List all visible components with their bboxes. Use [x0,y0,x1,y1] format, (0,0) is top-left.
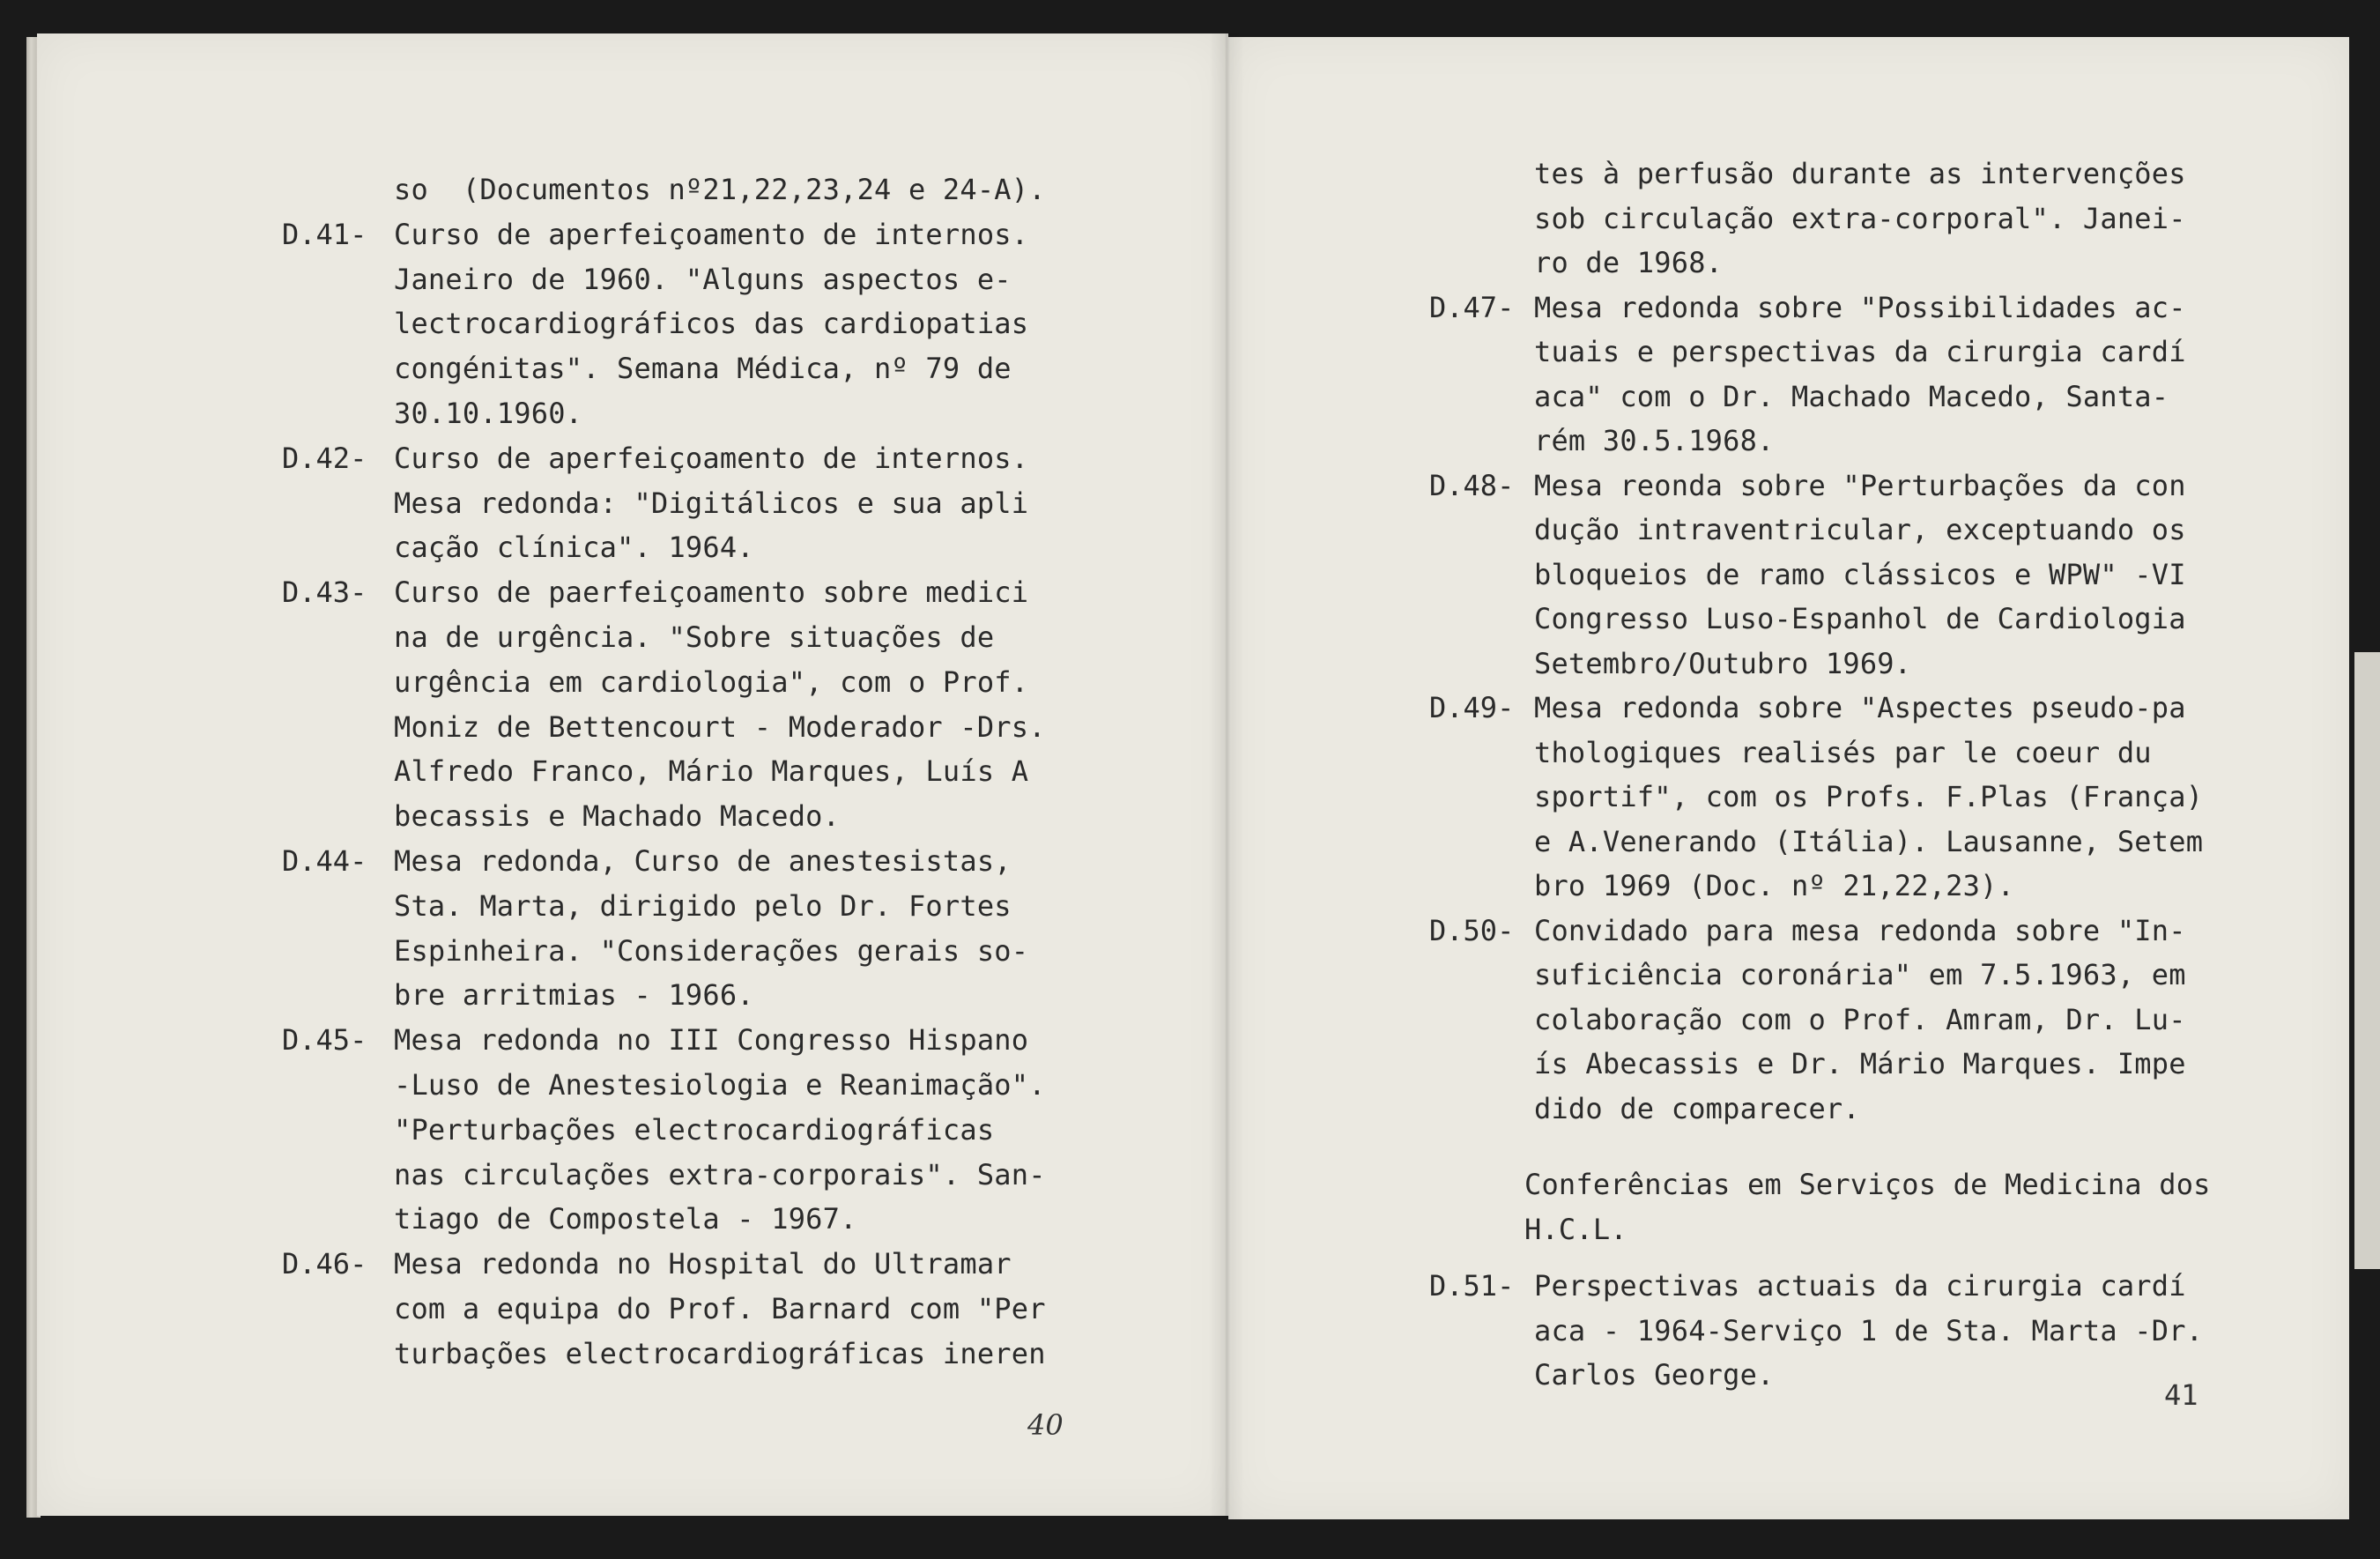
right-page [1228,37,2349,1519]
entry-label: D.47- [1429,290,1515,324]
entry-line: com a equipa do Prof. Barnard com "Per [394,1292,1046,1325]
entry-label: D.48- [1429,468,1515,502]
entry-line: dução intraventricular, exceptuando os [1534,513,2186,546]
entry-line: Curso de aperfeiçoamento de internos. [394,217,1029,251]
entry-line: sportif", com os Profs. F.Plas (França) [1534,780,2204,813]
entry-line: Mesa redonda no Hospital do Ultramar [394,1247,1012,1281]
entry-line: Moniz de Bettencourt - Moderador -Drs. [394,709,1046,744]
entry-label: D.50- [1429,913,1515,947]
book-gutter [1209,33,1244,1519]
entry-line: Perspectivas actuais da cirurgia cardí [1534,1269,2186,1303]
entry-line: H.C.L. [1524,1212,1627,1246]
entry-line: rém 30.5.1968. [1534,424,1775,457]
entry-line: lectrocardiográficos das cardiopatias [394,307,1029,341]
entry-line: -Luso de Anestesiologia e Reanimação". [394,1068,1046,1102]
entry-line: suficiência coronária" em 7.5.1963, em [1534,958,2186,991]
entry-line: aca" com o Dr. Machado Macedo, Santa- [1534,379,2169,413]
entry-label: D.45- [282,1023,367,1058]
entry-label: D.49- [1429,691,1515,724]
entry-line: bre arritmias - 1966. [394,978,754,1013]
entry-label: D.42- [282,441,367,475]
entry-line: Convidado para mesa redonda sobre "In- [1534,913,2186,947]
entry-line: urgência em cardiologia", com o Prof. [394,664,1029,699]
entry-label: D.44- [282,844,367,878]
entry-line: dido de comparecer. [1534,1091,1860,1125]
entry-line: Janeiro de 1960. "Alguns aspectos e- [394,262,1012,296]
entry-line: nas circulações extra-corporais". San- [394,1157,1046,1192]
entry-label: D.51- [1429,1269,1515,1303]
entry-line: Mesa redonda sobre "Aspectes pseudo-pa [1534,691,2186,724]
entry-line: becassis e Machado Macedo. [394,799,841,834]
entry-label: D.46- [282,1247,367,1281]
entry-line: tes à perfusão durante as intervenções [1534,157,2186,190]
entry-line: "Perturbações electrocardiográficas [394,1112,995,1147]
entry-line: bro 1969 (Doc. nº 21,22,23). [1534,869,2015,902]
entry-line: Carlos George. [1534,1358,1775,1392]
entry-line: cação clínica". 1964. [394,531,754,565]
entry-label: D.43- [282,575,367,610]
entry-line: tuais e perspectivas da cirurgia cardí [1534,335,2186,368]
page-number-left: 40 [1027,1408,1064,1442]
entry-line: 30.10.1960. [394,397,583,430]
page-tab-edge [2354,652,2380,1269]
left-page [37,33,1228,1516]
entry-line: Mesa redonda sobre "Possibilidades ac- [1534,290,2186,324]
entry-line: Conferências em Serviços de Medicina dos [1524,1168,2211,1201]
entry-line: ro de 1968. [1534,246,1724,279]
entry-line: bloqueios de ramo clássicos e WPW" -VI [1534,557,2186,591]
entry-line: Espinheira. "Considerações gerais so- [394,933,1029,968]
entry-line: aca - 1964-Serviço 1 de Sta. Marta -Dr. [1534,1313,2204,1347]
entry-line: Setembro/Outubro 1969. [1534,646,1912,680]
entry-line: turbações electrocardiográficas ineren [394,1336,1046,1370]
entry-line: Curso de paerfeiçoamento sobre medici [394,575,1029,610]
entry-line: Curso de aperfeiçoamento de internos. [394,441,1029,475]
entry-line: Sta. Marta, dirigido pelo Dr. Fortes [394,888,1012,923]
entry-line: ís Abecassis e Dr. Mário Marques. Impe [1534,1047,2186,1080]
entry-line: Mesa reonda sobre "Perturbações da con [1534,468,2186,502]
entry-line: Mesa redonda, Curso de anestesistas, [394,844,1012,878]
entry-line: tiago de Compostela - 1967. [394,1202,857,1236]
entry-line: na de urgência. "Sobre situações de [394,620,995,654]
entry-line: thologiques realisés par le coeur du [1534,735,2152,769]
entry-line: e A.Venerando (Itália). Lausanne, Setem [1534,824,2204,858]
entry-line: congénitas". Semana Médica, nº 79 de [394,352,1012,386]
page-number-right: 41 [2164,1378,2198,1412]
entry-line: colaboração com o Prof. Amram, Dr. Lu- [1534,1002,2186,1036]
entry-line: Alfredo Franco, Mário Marques, Luís A [394,754,1029,789]
entry-line: Mesa redonda no III Congresso Hispano [394,1023,1029,1058]
entry-line: Mesa redonda: "Digitálicos e sua apli [394,486,1029,520]
entry-label: D.41- [282,217,367,251]
entry-line: sob circulação extra-corporal". Janei- [1534,201,2186,235]
entry-line: Congresso Luso-Espanhol de Cardiologia [1534,602,2186,635]
entry-line: so (Documentos nº21,22,23,24 e 24-A). [394,173,1046,206]
